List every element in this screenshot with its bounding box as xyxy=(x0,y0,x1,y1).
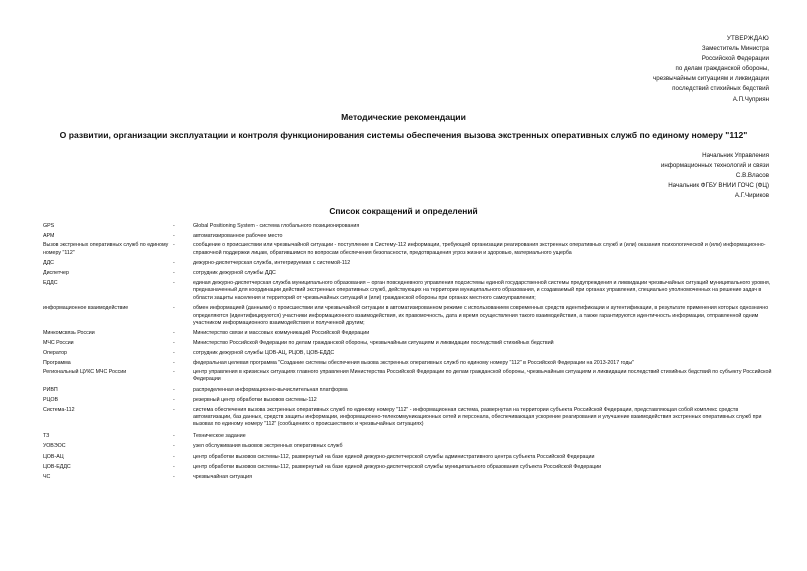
dash-separator: - xyxy=(173,386,175,393)
abbreviation-row xyxy=(43,223,778,230)
approval-line: чрезвычайным ситуациям и ликвидации xyxy=(653,75,769,83)
abbreviation-term: УОВЭОС xyxy=(43,443,66,450)
abbreviation-row xyxy=(43,387,778,394)
abbreviation-term: Вызов экстренных оперативных служб по единому номеру "112" xyxy=(43,242,169,256)
abbreviation-term: ТЗ xyxy=(43,433,50,440)
abbreviation-definition: центр обработки вызовов системы-112, развернутый на базе единой дежурно-диспетчерской службы муниципального образования субъекта Российской Федерации xyxy=(193,463,602,470)
approval-block xyxy=(469,34,769,105)
abbreviation-definition: сообщение о происшествии или чрезвычайной ситуации - поступление в Систему-112 информации, требующей организации реагирования экстренных оперативных служб и (или) оказания психологической и (или) информационно-справочной поддержки лицам, обратившимся по вопросам обеспечения безопасности, предотвращения угроз жизни и здоровью, материального ущерба xyxy=(193,242,766,256)
abbreviation-definition: обмен информацией (данными) о происшествии или чрезвычайной ситуации в автоматизированном режиме с использованием современных средств идентификации и аутентификации, в результате применения которых однозначно определяются (идентифицируются) участники информационного взаимодействия, их правомочность, дата и время осуществления такого взаимодействия, а также гарантируются идентичность информации, отправленной одним участником информационного взаимодействия и полученной другим; xyxy=(193,305,769,326)
abbreviation-row xyxy=(43,360,778,367)
abbreviation-definition: Министерство Российской Федерации по делам гражданской обороны, чрезвычайным ситуациям и ликвидации последствий стихийных бедствий xyxy=(193,340,554,347)
abbreviation-term: АРМ xyxy=(43,232,55,239)
abbreviation-row xyxy=(43,305,778,327)
dash-separator: - xyxy=(173,349,175,356)
abbreviation-list xyxy=(43,223,778,481)
abbreviation-row xyxy=(43,369,778,383)
abbreviation-term: МЧС России xyxy=(43,340,74,347)
abbreviation-row xyxy=(43,464,778,471)
dash-separator: - xyxy=(173,443,175,450)
approval-signatory: А.П.Чуприян xyxy=(732,95,769,103)
dash-separator: - xyxy=(173,407,175,414)
abbreviation-term: ЦОВ-АЦ xyxy=(43,453,64,460)
abbreviation-row xyxy=(43,233,778,240)
abbreviation-row xyxy=(43,260,778,267)
abbreviation-row xyxy=(43,330,778,337)
agreement-line: Начальник Управления xyxy=(702,152,769,159)
abbreviation-term: Система-112 xyxy=(43,407,75,414)
dash-separator: - xyxy=(173,433,175,440)
abbreviation-row xyxy=(43,407,778,429)
dash-separator: - xyxy=(173,242,175,249)
abbreviation-term: Диспетчер xyxy=(43,270,69,277)
abbreviation-term: Региональный ЦУКС МЧС России xyxy=(43,369,127,376)
dash-separator: - xyxy=(173,330,175,337)
abbreviation-definition: центр управления в кризисных ситуациях главного управления Министерства Российской Федерации по делам гражданской обороны, чрезвычайным ситуациям и ликвидации последствий стихийных бедствий по субъекту Российской Федерации xyxy=(193,369,772,383)
agreement-line: информационных технологий и связи xyxy=(660,162,769,170)
document-title: О развитии, организации эксплуатации и контроля функционирования системы обеспечения вызова экстренных оперативных служб по единому номеру "112" xyxy=(59,130,748,140)
approval-heading: УТВЕРЖДАЮ xyxy=(726,35,769,42)
dash-separator: - xyxy=(173,473,175,480)
abbreviation-term: Оператор xyxy=(43,349,67,356)
abbreviation-row xyxy=(43,433,778,440)
agreement-line: Начальник ФГБУ ВНИИ ГОЧС (ФЦ) xyxy=(668,182,769,190)
dash-separator: - xyxy=(173,232,175,239)
approval-line: последствий стихийных бедствий xyxy=(672,85,769,93)
abbreviation-definition: единая дежурно-диспетчерская служба муниципального образования – орган повседневного управления подсистемы единой государственной системы предупреждения и ликвидации чрезвычайных ситуаций муниципального уровня, предназначенный для координации действий экстренных оперативных служб, действующих на территории муниципального образования, и создаваемый при органах управления, специально уполномоченных на решение задач в области защиты населения и территорий от чрезвычайных ситуаций и (или) гражданской обороны при органах местного самоуправления; xyxy=(193,280,771,301)
abbreviation-definition: резервный центр обработки вызовов системы-112 xyxy=(193,396,317,403)
abbreviation-definition: центр обработки вызовов системы-112, развернутый на базе единой дежурно-диспетчерской службы административного центра субъекта Российской Федерации xyxy=(193,453,595,460)
dash-separator: - xyxy=(173,280,175,287)
abbreviation-definition: чрезвычайная ситуация xyxy=(193,473,252,480)
dash-separator: - xyxy=(173,305,175,312)
abbreviation-term: ЧС xyxy=(43,473,51,480)
abbreviation-definition: сотрудник дежурной службы ЦОВ-АЦ, РЦОВ, ЦОВ-ЕДДС xyxy=(193,349,335,356)
abbreviation-term: информационное взаимодействие xyxy=(43,305,129,312)
agreement-signatory: А.Г.Чириков xyxy=(734,192,769,200)
abbreviation-definition: система обеспечения вызова экстренных оперативных служб по единому номеру "112" - информационная система, развернутая на территории субъекта Российской Федерации, представляющая собой комплекс средств автоматизации, баз данных, средств защиты информации, информационно-телекоммуникационных сетей и персонала, обеспечивающая ускорение реагирования и улучшение взаимодействия экстренных оперативных служб при вызовах по единому номеру "112" (сообщениях о происшествиях и чрезвычайных ситуациях) xyxy=(193,407,762,428)
approval-line: Российской Федерации xyxy=(701,55,769,63)
abbreviation-definition: дежурно-диспетчерская служба, интегрируемая с системой-112 xyxy=(193,259,351,266)
abbreviation-row xyxy=(43,454,778,461)
dash-separator: - xyxy=(173,369,175,376)
abbreviation-term: ДДС xyxy=(43,259,54,266)
abbreviation-row xyxy=(43,350,778,357)
agreement-signatory: С.В.Власов xyxy=(735,172,769,180)
abbreviation-definition: Министерство связи и массовых коммуникаций Российской Федерации xyxy=(193,330,370,337)
dash-separator: - xyxy=(173,259,175,266)
approval-line: Заместитель Министра xyxy=(701,45,769,53)
dash-separator: - xyxy=(173,463,175,470)
dash-separator: - xyxy=(173,223,175,229)
agreement-block xyxy=(469,151,769,201)
abbreviation-definition: автоматизированное рабочее место xyxy=(193,232,283,239)
abbreviation-definition: федеральная целевая программа "Создание системы обеспечения вызова экстренных оперативных служб по единому номеру "112" в Российской Федерации на 2013-2017 годы" xyxy=(193,359,635,366)
approval-line: по делам гражданской обороны, xyxy=(675,65,769,73)
abbreviation-term: ЦОВ-ЕДДС xyxy=(43,463,71,470)
dash-separator: - xyxy=(173,340,175,347)
abbreviation-definition: сотрудник дежурной службы ДДС xyxy=(193,270,276,277)
abbreviation-definition: Global Positioning System - система глобального позиционирования xyxy=(193,223,360,229)
dash-separator: - xyxy=(173,359,175,366)
abbreviation-row xyxy=(43,242,778,256)
abbreviation-row xyxy=(43,443,778,450)
dash-separator: - xyxy=(173,396,175,403)
abbreviation-term: РЦОВ xyxy=(43,396,58,403)
abbreviation-row xyxy=(43,474,778,481)
abbreviation-term: Минкомсвязь России xyxy=(43,330,95,337)
abbreviation-definition: узел обслуживания вызовов экстренных оперативных служб xyxy=(193,443,343,450)
abbreviation-row xyxy=(43,340,778,347)
section-title: Список сокращений и определений xyxy=(329,206,478,216)
abbreviation-definition: распределенная информационно-вычислительная платформа xyxy=(193,386,348,393)
abbreviation-definition: Техническое задание xyxy=(193,433,246,440)
document-type: Методические рекомендации xyxy=(341,112,466,122)
abbreviation-row xyxy=(43,270,778,277)
abbreviation-term: РИВП xyxy=(43,386,58,393)
dash-separator: - xyxy=(173,453,175,460)
abbreviation-term: GPS xyxy=(43,223,55,229)
abbreviation-term: Программа xyxy=(43,359,71,366)
dash-separator: - xyxy=(173,270,175,277)
abbreviation-row xyxy=(43,397,778,404)
abbreviation-row xyxy=(43,280,778,302)
abbreviation-term: ЕДДС xyxy=(43,280,58,287)
